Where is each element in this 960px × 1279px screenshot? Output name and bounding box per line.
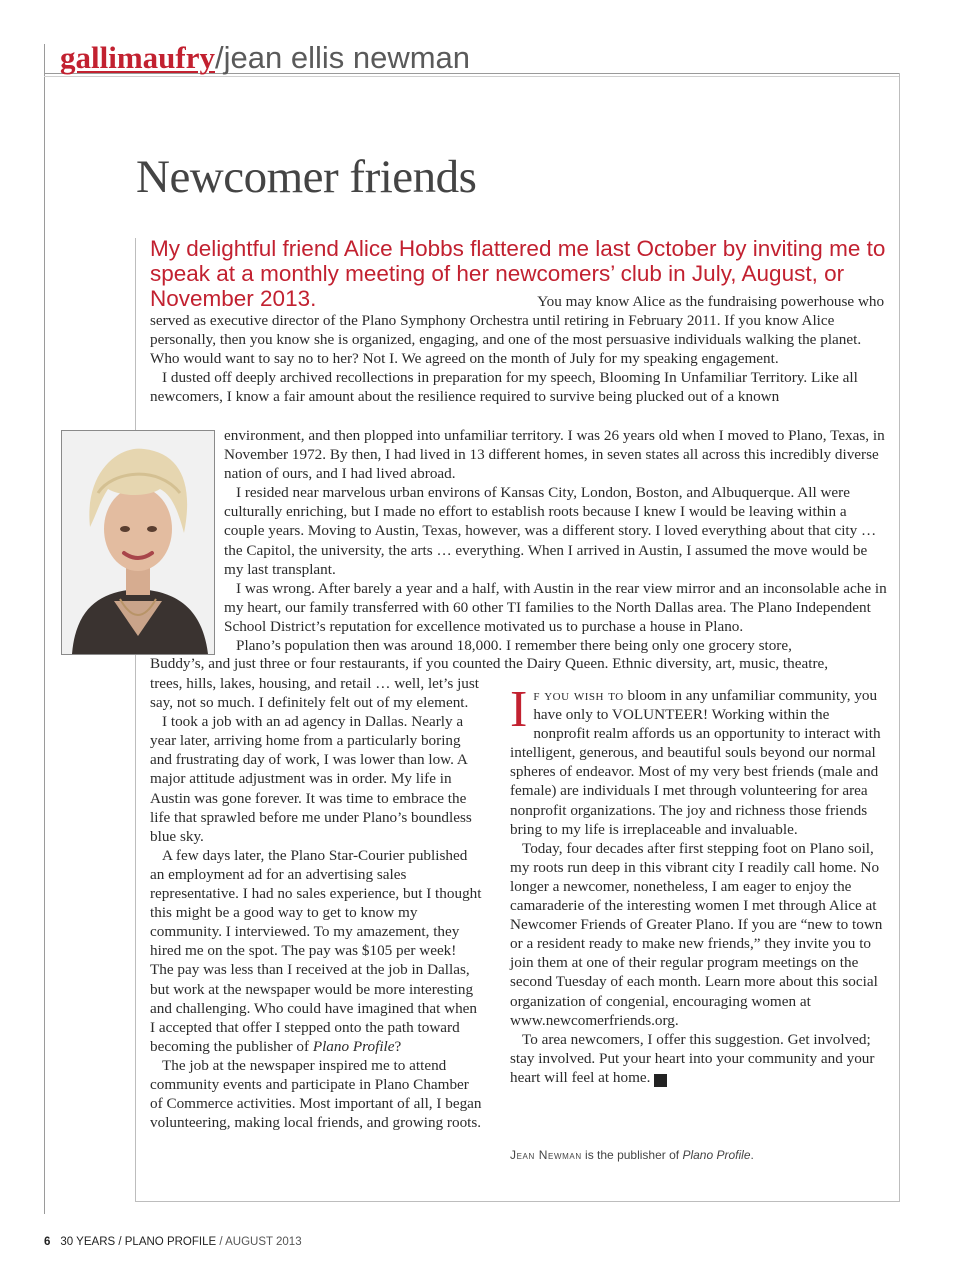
bio-name: Jean Newman — [510, 1148, 582, 1162]
paragraph-8: The job at the newspaper inspired me to attend community events and participate in Plano Chamber of Commerce activities. Most important of all, I began volunteering, making local friends, and growing roots. — [150, 1056, 482, 1132]
article-left-rule — [135, 238, 136, 1201]
wrapped-text-block — [224, 426, 888, 655]
full-width-line — [150, 654, 888, 673]
bio-end: . — [750, 1148, 754, 1162]
paragraph-5-continued: Buddy’s, and just three or four restaurants, if you counted the Dairy Queen. Ethnic diversity, art, music, theatre, — [150, 655, 829, 672]
right-paragraph-3-text: To area newcomers, I offer this suggestion. Get involved; stay involved. Put your heart into your community and your heart will feel at home. — [510, 1030, 875, 1086]
intro-paragraph — [150, 292, 888, 368]
author-bio — [510, 1147, 890, 1163]
right-paragraph-2: Today, four decades after first stepping foot on Plano soil, my roots run deep in this vibrant city I readily call home. No longer a newcomer, nonetheless, I am eager to enjoy the camaraderie of the interesting women I met through Alice at Newcomer Friends of Greater Plano. If you are “new to town or a resident ready to make new friends,” they invite you to join them at one of their regular program meetings on the second Tuesday of each month. Learn more about this social organization of congenial, encouraging women at www.newcomerfriends.org. — [510, 839, 883, 1029]
footer-separator: / — [216, 1236, 226, 1248]
header-separator: / — [215, 40, 224, 75]
article-title: Newcomer friends — [136, 151, 477, 203]
paragraph-2: I dusted off deeply archived recollections in preparation for my speech, Blooming In Unfamiliar Territory. Like all newcomers, I know a fair amount about the resilience required to survive being plucked out of a known — [150, 369, 858, 406]
paragraph-5-start: Plano’s population then was around 18,000. I remember there being only one grocery store, — [236, 637, 792, 655]
publication-name: Plano Profile — [312, 1037, 395, 1055]
drop-cap: I — [510, 681, 528, 738]
paragraph-2-continued: environment, and then plopped into unfamiliar territory. I was 26 years old when I moved to Plano, Texas, in November 1972. By then, I had lived in 13 different homes, in seven states all across this incredibly diverse nation of ours, and I had lived abroad. — [224, 427, 885, 483]
page-frame-left-rule — [44, 44, 45, 1214]
page-number: 6 — [44, 1236, 51, 1248]
right-column — [510, 681, 888, 1087]
paragraph-7 — [150, 846, 482, 1056]
paragraph-6: I took a job with an ad agency in Dallas. Nearly a year later, arriving home from a particularly boring and frustrating day of work, I was lower than low. A major attitude adjustment was in order. My life in Austin was gone forever. It was time to embrace the life that sprawled before me under Plano’s boundless blue sky. — [150, 713, 472, 845]
page-frame-right-rule — [899, 73, 900, 1202]
footer-issue: 30 YEARS / PLANO PROFILE — [60, 1236, 217, 1248]
right-paragraph-1 — [510, 681, 888, 839]
footer-date: AUGUST 2013 — [225, 1236, 302, 1248]
bio-text: is the publisher of — [581, 1148, 683, 1162]
column-author: jean ellis newman — [223, 40, 471, 75]
paragraph-7-end: ? — [394, 1037, 402, 1055]
paragraph-5-end: trees, hills, lakes, housing, and retail … well, let’s just say, not so much. I definitely felt out of my element. — [150, 675, 480, 712]
lede-text: My delightful friend Alice Hobbs flattered me last October by inviting me to speak at a monthly meeting of her newcomers’ club in July, August, or November 2013. — [150, 236, 886, 311]
right-paragraph-1-text: bloom in any unfamiliar community, you have only to VOLUNTEER! Working within the nonprofit realm affords us an opportunity to interact with intelligent, generous, and beautiful souls beyond our normal spheres of endeavor. Most of my very best friends (male and female) are individuals I met through volunteering for area nonprofit organizations. The joy and richness those friends bring to my life is irreplaceable and invaluable. — [510, 687, 881, 838]
header-rule-secondary — [44, 76, 900, 77]
end-mark-icon: P — [654, 1074, 667, 1087]
lead-in-smallcaps: f you wish to — [533, 687, 624, 704]
column-header — [60, 40, 470, 76]
left-column — [150, 674, 482, 1132]
paragraph-4: I was wrong. After barely a year and a half, with Austin in the rear view mirror and an inconsolable ache in my heart, our family transferred with 60 other TI families to the North Dallas area. The Plano Independent School District’s reputation for excellence motivated us to purchase a house in Plano. — [224, 579, 887, 635]
paragraph-3: I resided near marvelous urban environs of Kansas City, London, Boston, and Albuquerque. All were culturally enriching, but I made no effort to establish roots because I knew I would be leaving within a couple years. Moving to Austin, Texas, however, was a different story. I loved everything about that city … the Capitol, the university, the arts … everything. When I arrived in Austin, I assumed the move would be my last transplant. — [224, 484, 877, 578]
column-name: gallimaufry — [60, 40, 215, 75]
article-bottom-rule — [135, 1201, 900, 1202]
portrait-illustration — [62, 431, 214, 654]
intro-text: You may know Alice as the fundraising powerhouse who served as executive director of the Plano Symphony Orchestra until retiring in February 2011. If you know Alice personally, then you know she is organized, engaging, and one of the most persuasive individuals walking the planet. Who would want to say no to her? Not I. We agreed on the month of July for my speaking engagement. — [150, 293, 885, 368]
right-paragraph-3 — [510, 1030, 888, 1087]
page-footer — [44, 1236, 302, 1248]
intro-block — [150, 292, 888, 407]
author-photo — [61, 430, 215, 655]
paragraph-7-text: A few days later, the Plano Star-Courier published an employment ad for an advertising sales representative. I had no sales experience, but I thought this might be a good way to get to know my community. I interviewed. To my amazement, they hired me on the spot. The pay was $105 per week! The pay was less than I received at the job in Dallas, but work at the newspaper would be more interesting and challenging. Who could have imagined that when I accepted that offer I stepped onto the path toward becoming the publisher of — [150, 846, 482, 1055]
bio-publication: Plano Profile — [682, 1148, 751, 1162]
